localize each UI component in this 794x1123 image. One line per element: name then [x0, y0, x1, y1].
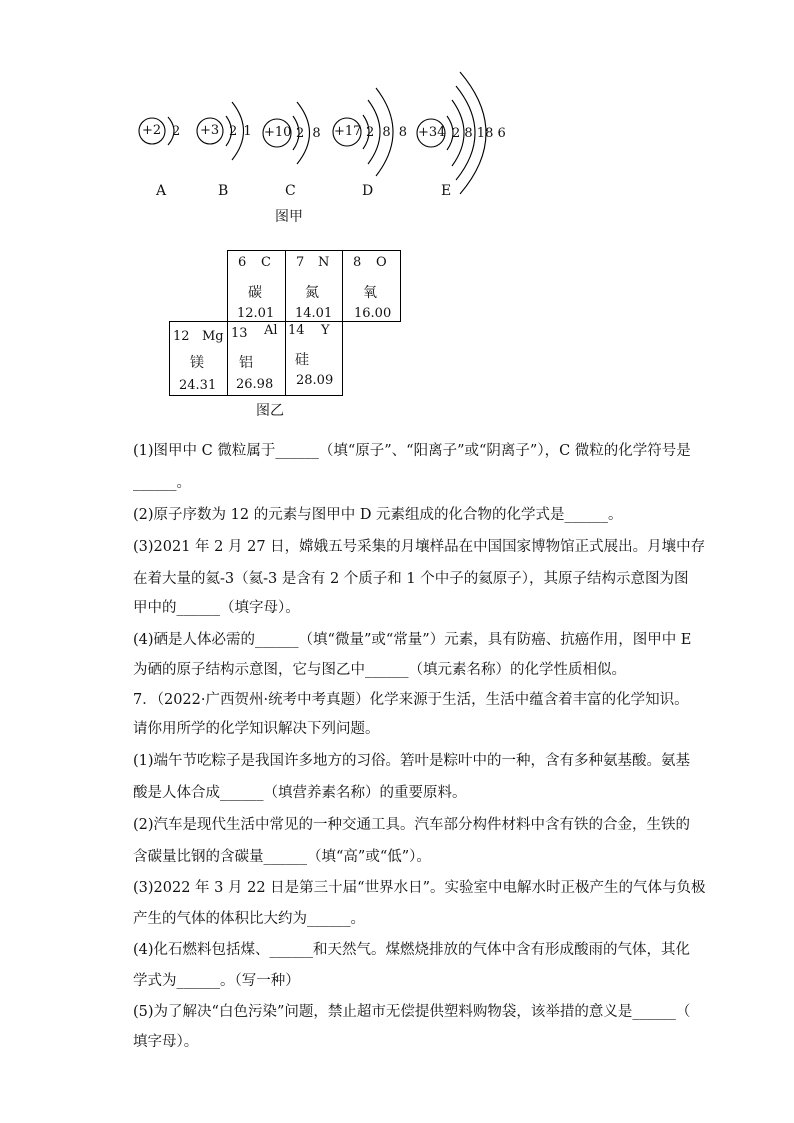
question-line: 学式为______。（写一种）	[133, 973, 300, 989]
atom-a-label: A	[156, 183, 167, 199]
atom-b-label: B	[218, 183, 229, 199]
element-name: 氮	[305, 285, 319, 301]
question-heading: 7．（2022·广西贺州·统考中考真题）化学来源于生活，生活中蕴含着丰富的化学知识。	[133, 692, 689, 708]
element-cell-al	[227, 321, 286, 396]
element-cell-n	[285, 250, 343, 322]
figure-yi-caption: 图乙	[256, 403, 284, 419]
question-line: (3)2021 年 2 月 27 日，嫦娥五号采集的月壤样品在中国国家博物馆正式展出。月壤中存	[133, 539, 706, 555]
atom-b-shells: 2 1	[229, 124, 253, 139]
element-symbol: Y	[321, 323, 330, 338]
atom-e-nucleus: +34	[418, 125, 446, 140]
atom-e-label: E	[441, 183, 452, 199]
atom-a-shells: 2	[172, 124, 187, 139]
element-number: 8	[353, 255, 362, 270]
atom-c-label: C	[285, 183, 296, 199]
atom-c-nucleus: +10	[264, 125, 292, 140]
element-mass: 24.31	[179, 378, 217, 393]
element-mass: 26.98	[236, 377, 274, 392]
element-cell-o	[342, 250, 401, 322]
element-mass: 14.01	[295, 306, 333, 321]
element-number: 13	[231, 326, 248, 341]
question-line: 含碳量比钢的含碳量______（填“高”或“低”）。	[133, 849, 431, 865]
element-name: 铝	[239, 355, 253, 371]
question-line: 产生的气体的体积比大约为______。	[133, 911, 365, 927]
element-symbol: N	[318, 255, 330, 270]
question-line: 在着大量的氦-3（氦-3 是含有 2 个质子和 1 个中子的氦原子），其原子结构示意图为图	[133, 571, 689, 587]
element-mass: 12.01	[237, 306, 275, 321]
element-symbol: C	[261, 255, 271, 270]
question-line: (3)2022 年 3 月 22 日是第三十届“世界水日”。实验室中电解水时正极产生的气体与负极	[133, 880, 706, 896]
element-name: 氧	[363, 285, 377, 301]
atom-c-shells: 2 8	[296, 126, 323, 141]
question-line: (1)图甲中 C 微粒属于______（填“原子”、“阳离子”或“阴离子”），C 微粒的化学符号是	[133, 443, 691, 459]
question-line: 填字母）。	[133, 1034, 199, 1050]
element-mass: 16.00	[354, 306, 392, 321]
question-line: (5)为了解决“白色污染”问题，禁止超市无偿提供塑料购物袋，该举措的意义是______（	[133, 1004, 691, 1020]
question-line: 请你用所学的化学知识解决下列问题。	[133, 721, 380, 737]
element-cell-y	[285, 321, 343, 396]
element-mass: 28.09	[296, 373, 334, 388]
element-symbol: O	[376, 255, 387, 270]
question-line: (2)原子序数为 12 的元素与图甲中 D 元素组成的化合物的化学式是______。	[133, 507, 623, 523]
atom-diagrams-svg	[0, 0, 794, 230]
question-line: 甲中的______（填字母）。	[133, 600, 300, 616]
question-line: 酸是人体合成______（填营养素名称）的重要原料。	[133, 785, 467, 801]
question-line: (2)汽车是现代生活中常见的一种交通工具。汽车部分构件材料中含有铁的合金，生铁的	[133, 817, 691, 833]
element-number: 7	[296, 255, 305, 270]
question-line: (1)端午节吃粽子是我国许多地方的习俗。箬叶是粽叶中的一种，含有多种氨基酸。氨基	[133, 753, 691, 769]
question-line: (4)化石燃料包括煤、______和天然气。煤燃烧排放的气体中含有形成酸雨的气体，其化	[133, 942, 691, 958]
element-symbol: Al	[264, 323, 278, 338]
question-line: 为硒的原子结构示意图，它与图乙中______（填元素名称）的化学性质相似。	[133, 662, 626, 678]
atom-b-nucleus: +3	[200, 123, 220, 138]
element-cell-mg	[169, 321, 228, 396]
atom-d-shells: 2 8 8	[366, 125, 410, 140]
element-number: 14	[288, 323, 305, 338]
question-line: (4)硒是人体必需的______（填“微量”或“常量”）元素，具有防癌、抗癌作用，图甲中 E	[133, 632, 692, 648]
atom-e-shells: 2 8 18 6	[452, 126, 506, 141]
element-cell-c	[227, 250, 286, 322]
question-line: ______。	[133, 475, 191, 491]
element-name: 硅	[295, 352, 309, 368]
element-symbol: Mg	[202, 329, 224, 344]
atom-a-nucleus: +2	[142, 123, 162, 138]
element-number: 6	[238, 255, 247, 270]
atom-d-nucleus: +17	[334, 124, 362, 139]
figure-jia-caption: 图甲	[275, 209, 303, 225]
element-name: 碳	[248, 285, 262, 301]
element-name: 镁	[190, 355, 204, 371]
atom-d-label: D	[362, 183, 374, 199]
element-number: 12	[173, 329, 190, 344]
